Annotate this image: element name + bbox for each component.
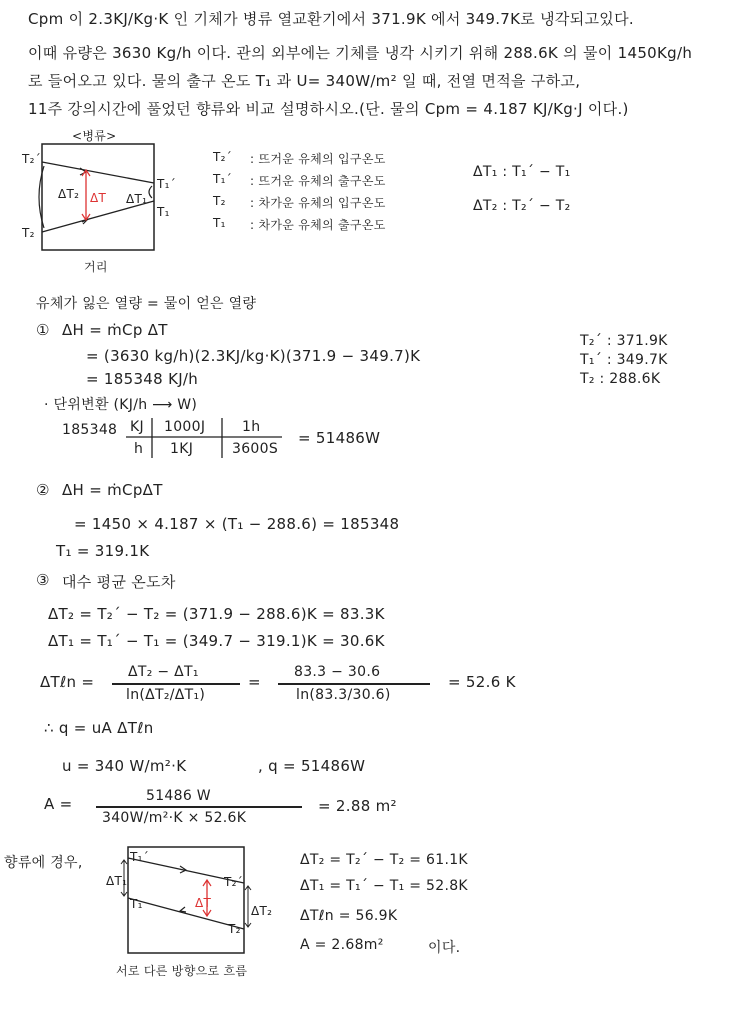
conv-c1-bottom: h <box>134 441 144 457</box>
delta-def-1: ΔT₁ : T₁´ − T₁ <box>473 164 571 180</box>
diagram-label-dT1: ΔT₁ <box>126 192 148 206</box>
u-value: u = 340 W/m²·K <box>62 757 187 775</box>
legend-sym-0: T₂´ <box>213 150 233 164</box>
conv-c2-top: 1000J <box>164 419 206 435</box>
legend-sym-1: T₁´ <box>213 172 233 186</box>
step1-label: ① <box>36 321 50 339</box>
diagram-label-T2: T₂ <box>22 226 35 240</box>
cf-result-3: ΔTℓn = 56.9K <box>300 908 398 924</box>
diagram-label-T1: T₁ <box>157 205 170 219</box>
problem-line-3: 로 들어오고 있다. 물의 출구 온도 T₁ 과 U= 340W/m² 일 때, 전열 면적을 구하고, <box>28 72 581 90</box>
q-value: , q = 51486W <box>258 757 366 775</box>
conv-c3-top: 1h <box>242 419 261 435</box>
legend-desc-1: : 뜨거운 유체의 출구온도 <box>250 174 386 188</box>
step1-eq1: ΔH = ṁCp ΔT <box>62 321 168 339</box>
diagram-xlabel: 거리 <box>84 260 108 274</box>
lmtd-num2: 83.3 − 30.6 <box>294 664 381 680</box>
legend-desc-0: : 뜨거운 유체의 입구온도 <box>250 152 386 166</box>
diagram-label-dT2: ΔT₂ <box>58 187 80 201</box>
cf-caption: 서로 다른 방향으로 흐름 <box>116 964 248 978</box>
unit-conversion-label: · 단위변환 (KJ/h ⟶ W) <box>44 397 198 413</box>
lmtd-left: ΔTℓn = <box>40 673 95 691</box>
cf-result-4b: 이다. <box>428 940 461 956</box>
cf-label-dT2: ΔT₂ <box>251 904 273 918</box>
step3-line2: ΔT₁ = T₁´ − T₁ = (349.7 − 319.1)K = 30.6K <box>48 632 385 650</box>
cf-result-2: ΔT₁ = T₁´ − T₁ = 52.8K <box>300 878 468 894</box>
given-T1p: T₁´ : 349.7K <box>580 352 668 368</box>
given-T2p: T₂´ : 371.9K <box>580 333 668 349</box>
area-result: = 2.88 m² <box>318 797 397 815</box>
problem-line-2: 이때 유량은 3630 Kg/h 이다. 관의 외부에는 기체를 냉각 시키기 위해 288.6K 의 물이 1450Kg/h <box>28 44 693 62</box>
cf-label-T2: T₂ <box>228 922 241 936</box>
lmtd-den1: ln(ΔT₂/ΔT₁) <box>126 687 206 703</box>
problem-line-1: Cpm 이 2.3KJ/Kg·K 인 기체가 병류 열교환기에서 371.9K 에서 349.7K로 냉각되고있다. <box>28 10 634 28</box>
delta-def-2: ΔT₂ : T₂´ − T₂ <box>473 198 571 214</box>
conv-c2-bottom: 1KJ <box>170 441 194 457</box>
diagram-title: <병류> <box>72 129 117 143</box>
legend-desc-3: : 차가운 유체의 출구온도 <box>250 218 386 232</box>
conv-c3-bottom: 3600S <box>232 441 279 457</box>
problem-line-4: 11주 강의시간에 풀었던 향류와 비교 설명하시오.(단. 물의 Cpm = 4.187 KJ/Kg·J 이다.) <box>28 100 629 118</box>
counterflow-label: 향류에 경우, <box>4 855 83 871</box>
step2-eq3: T₁ = 319.1K <box>56 542 150 560</box>
conv-number: 185348 <box>62 422 118 438</box>
area-num: 51486 W <box>146 788 211 804</box>
q-equation: ∴ q = uA ΔTℓn <box>44 719 154 737</box>
lmtd-den2: ln(83.3/30.6) <box>296 687 391 703</box>
area-left: A = <box>44 795 73 813</box>
step1-eq3: = 185348 KJ/h <box>86 370 199 388</box>
area-den: 340W/m²·K × 52.6K <box>102 810 247 826</box>
given-T2: T₂ : 288.6K <box>580 371 661 387</box>
lmtd-num1: ΔT₂ − ΔT₁ <box>128 664 199 680</box>
step2-label: ② <box>36 481 50 499</box>
energy-balance-statement: 유체가 잃은 열량 = 물이 얻은 열량 <box>36 296 257 312</box>
step1-eq2: = (3630 kg/h)(2.3KJ/kg·K)(371.9 − 349.7)K <box>86 347 421 365</box>
cf-label-T2p: T₂´ <box>224 875 244 889</box>
cf-result-4: A = 2.68m² <box>300 937 384 953</box>
cf-label-T1p: T₁´ <box>130 850 150 864</box>
diagram-label-dT: ΔT <box>90 191 107 205</box>
cf-result-1: ΔT₂ = T₂´ − T₂ = 61.1K <box>300 852 468 868</box>
conv-c1-top: KJ <box>130 419 144 435</box>
diagram-label-T1p: T₁´ <box>157 177 177 191</box>
legend-sym-3: T₁ <box>213 216 226 230</box>
conv-result: = 51486W <box>298 429 381 447</box>
lmtd-eq: = <box>248 673 261 691</box>
step3-line1: ΔT₂ = T₂´ − T₂ = (371.9 − 288.6)K = 83.3K <box>48 605 385 623</box>
legend-desc-2: : 차가운 유체의 입구온도 <box>250 196 386 210</box>
cf-label-dT1: ΔT₁ <box>106 874 128 888</box>
step2-eq2: = 1450 × 4.187 × (T₁ − 288.6) = 185348 <box>74 515 400 533</box>
step2-eq1: ΔH = ṁCpΔT <box>62 481 163 499</box>
cf-label-T1: T₁ <box>130 897 143 911</box>
lmtd-result: = 52.6 K <box>448 673 516 691</box>
step3-title: 대수 평균 온도차 <box>62 573 176 591</box>
legend-sym-2: T₂ <box>213 194 226 208</box>
diagram-label-T2p: T₂´ <box>22 152 42 166</box>
step3-label: ③ <box>36 571 50 589</box>
cf-label-dT: ΔT <box>195 896 212 910</box>
